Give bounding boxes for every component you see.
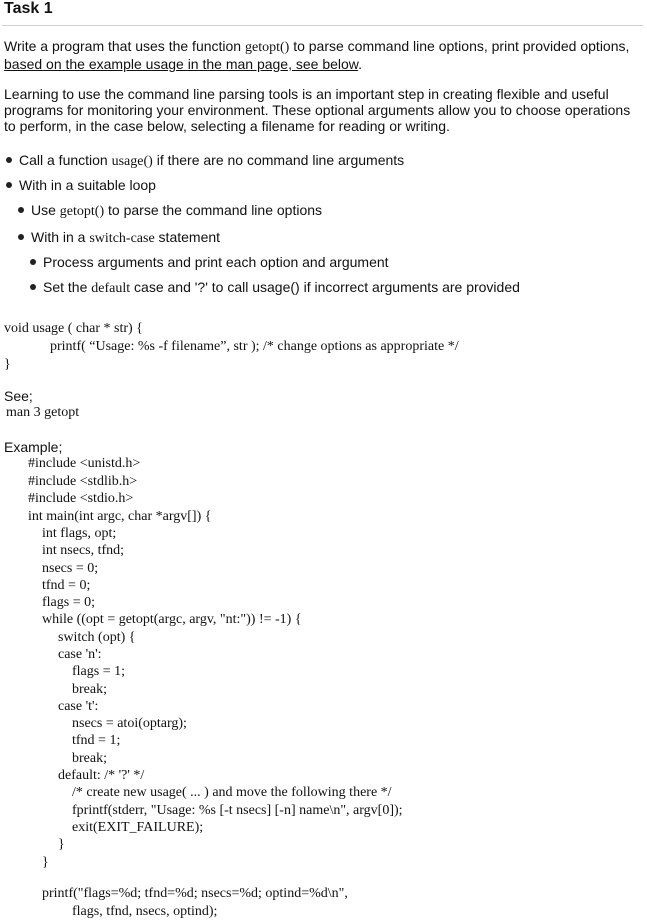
intro-paragraph-2: Learning to use the command line parsing tools is an important step in creating flexible and useful programs for monitoring your environment. These optional arguments allow you to choose operations to perform, in the case below, selecting a filename for reading or writing. xyxy=(4,86,631,134)
bullet-item: With in a suitable loop xyxy=(6,177,156,195)
man-page-link[interactable]: based on the example usage in the man page, see below xyxy=(4,56,359,72)
example-code-line: printf("flags=%d; tfnd=%d; nsecs=%d; optind=%d\n", xyxy=(42,886,348,901)
example-code-line: int nsecs, tfnd; xyxy=(42,543,125,558)
bullet-dot xyxy=(6,182,12,188)
example-code-line: exit(EXIT_FAILURE); xyxy=(72,820,204,835)
example-code-line: #include <stdlib.h> xyxy=(28,474,138,489)
bullet-item: Call a function usage() if there are no command line arguments xyxy=(6,152,404,170)
see-label: See; xyxy=(4,388,33,404)
example-code-line: default: /* '?' */ xyxy=(58,768,145,783)
example-code-line: } xyxy=(58,837,65,852)
example-code-line: case 't': xyxy=(58,699,99,714)
intro-text-end: . xyxy=(358,56,363,72)
intro-paragraph-1 xyxy=(4,38,644,72)
usage-code-line: } xyxy=(4,357,11,372)
example-code-line: break; xyxy=(72,682,107,697)
bullet-dot xyxy=(30,284,36,290)
example-code-line: nsecs = atoi(optarg); xyxy=(72,716,187,731)
getopt-function-name: getopt() xyxy=(244,40,290,55)
example-code-line: flags, tfnd, nsecs, optind); xyxy=(72,904,218,919)
bullet-item: Set the default case and '?' to call usage() if incorrect arguments are provided xyxy=(30,279,520,297)
example-code-line: tfnd = 1; xyxy=(72,733,121,748)
example-code-line: flags = 0; xyxy=(42,595,95,610)
bullet-dot xyxy=(18,207,24,213)
bullet-item: Process arguments and print each option and argument xyxy=(30,254,389,272)
example-code-line: #include <stdio.h> xyxy=(28,491,134,506)
example-code-line: /* create new usage( ... ) and move the following there */ xyxy=(72,785,392,800)
bullet-dot xyxy=(18,234,24,240)
example-code-line: fprintf(stderr, "Usage: %s [-t nsecs] [-n] name\n", argv[0]); xyxy=(72,803,403,818)
usage-code-line: printf( “Usage: %s -f filename”, str ); /* change options as appropriate */ xyxy=(50,339,459,354)
title-divider xyxy=(2,25,643,26)
example-code-line: nsecs = 0; xyxy=(42,561,99,576)
man-command: man 3 getopt xyxy=(6,405,80,420)
example-code-line: while ((opt = getopt(argc, argv, "nt:")) != -1) { xyxy=(42,612,302,627)
example-code-line: case 'n': xyxy=(58,647,102,662)
example-code-line: #include <unistd.h> xyxy=(28,456,141,471)
bullet-dot xyxy=(6,157,12,163)
example-code-line: int flags, opt; xyxy=(42,526,117,541)
example-code-line: } xyxy=(42,855,49,870)
task-title: Task 1 xyxy=(4,0,53,17)
example-code-line: int main(int argc, char *argv[]) { xyxy=(28,509,212,524)
example-code-line: break; xyxy=(72,751,107,766)
example-code-line: switch (opt) { xyxy=(58,630,136,645)
bullet-dot xyxy=(30,259,36,265)
example-label: Example; xyxy=(4,439,63,455)
intro-text-start: Write a program that uses the function xyxy=(4,38,245,54)
usage-code-line: void usage ( char * str) { xyxy=(4,321,143,336)
bullet-item: Use getopt() to parse the command line options xyxy=(18,202,322,220)
intro-text-middle: to parse command line options, print provided options, xyxy=(289,38,630,54)
example-code-line: flags = 1; xyxy=(72,664,125,679)
example-code-line: tfnd = 0; xyxy=(42,578,91,593)
bullet-item: With in a switch-case statement xyxy=(18,229,220,247)
